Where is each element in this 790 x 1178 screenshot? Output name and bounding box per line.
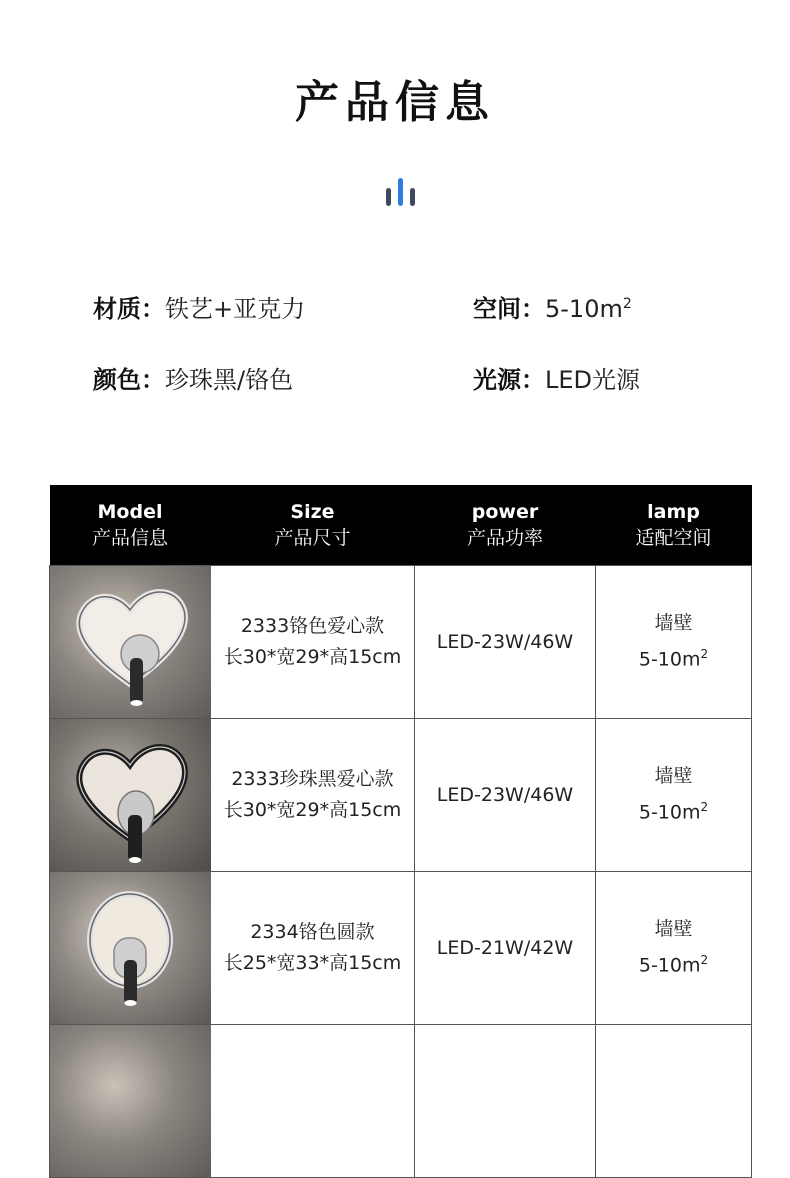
round-chrome-lamp-photo (50, 872, 211, 1025)
header-power-en: power (471, 501, 539, 523)
row-3-space-line1: 墙壁 (654, 918, 693, 941)
row-2-space-line2: 5-10m (638, 801, 701, 824)
table-row (50, 566, 752, 719)
row-1-power: LED-23W/46W (415, 566, 596, 719)
header-size-en: Size (290, 501, 335, 523)
divider-bar-left (386, 188, 391, 206)
spec-light-value: LED光源 (545, 366, 641, 394)
row-4-model (211, 1025, 415, 1178)
row-2-size: 长30*宽29*高15cm (223, 799, 402, 821)
divider-bar-center (398, 178, 403, 206)
row-3-space-line2: 5-10m (638, 954, 701, 977)
bars-divider-icon (386, 178, 416, 206)
header-model (50, 485, 211, 566)
header-size (211, 485, 415, 566)
row-1-space (596, 566, 752, 719)
header-power (415, 485, 596, 566)
row-4-power (415, 1025, 596, 1178)
row-2-power: LED-23W/46W (415, 719, 596, 872)
row-1-size: 长30*宽29*高15cm (223, 646, 402, 668)
heart-chrome-lamp-photo (50, 566, 211, 719)
row-3-space (596, 872, 752, 1025)
partial-lamp-photo (50, 1025, 211, 1178)
spec-color-value: 珍珠黑/铬色 (165, 366, 294, 394)
table-row (50, 1025, 752, 1178)
spec-color-label: 颜色： (93, 366, 165, 394)
spec-space-label: 空间： (473, 295, 545, 323)
row-1-space-sup: 2 (700, 647, 709, 662)
header-lamp (596, 485, 752, 566)
row-2-model (211, 719, 415, 872)
table-row (50, 872, 752, 1025)
spec-material (93, 289, 305, 324)
header-model-cn: 产品信息 (91, 527, 168, 549)
row-1-space-line2: 5-10m (638, 648, 701, 671)
row-1-model (211, 566, 415, 719)
product-table (49, 485, 751, 1045)
row-2-name: 2333珍珠黑爱心款 (231, 768, 394, 790)
row-2-space (596, 719, 752, 872)
header-lamp-cn: 适配空间 (635, 527, 712, 549)
spec-light-label: 光源： (473, 366, 545, 394)
row-4-space (596, 1025, 752, 1178)
spec-color (93, 360, 293, 395)
row-1-name: 2333铬色爱心款 (240, 615, 385, 637)
row-3-space-sup: 2 (700, 953, 709, 968)
row-3-size: 长25*宽33*高15cm (223, 952, 402, 974)
spec-material-label: 材质： (93, 295, 165, 323)
row-3-model (211, 872, 415, 1025)
header-size-cn: 产品尺寸 (274, 527, 351, 549)
spec-space-value: 5-10m (545, 295, 623, 323)
row-1-space-line1: 墙壁 (654, 612, 693, 635)
spec-space-sup: 2 (622, 296, 632, 312)
row-3-power: LED-21W/42W (415, 872, 596, 1025)
heart-black-lamp-photo (50, 719, 211, 872)
page-title: 产品信息 (295, 77, 495, 128)
table-row (50, 719, 752, 872)
table-header-row (50, 485, 752, 566)
spec-light (473, 360, 640, 395)
row-2-space-sup: 2 (700, 800, 709, 815)
header-model-en: Model (97, 501, 163, 523)
row-3-name: 2334铬色圆款 (250, 921, 375, 943)
header-lamp-en: lamp (647, 501, 700, 523)
spec-space (473, 289, 632, 324)
header-power-cn: 产品功率 (466, 527, 543, 549)
divider-bar-right (410, 188, 415, 206)
spec-material-value: 铁艺+亚克力 (165, 295, 306, 323)
row-2-space-line1: 墙壁 (654, 765, 693, 788)
